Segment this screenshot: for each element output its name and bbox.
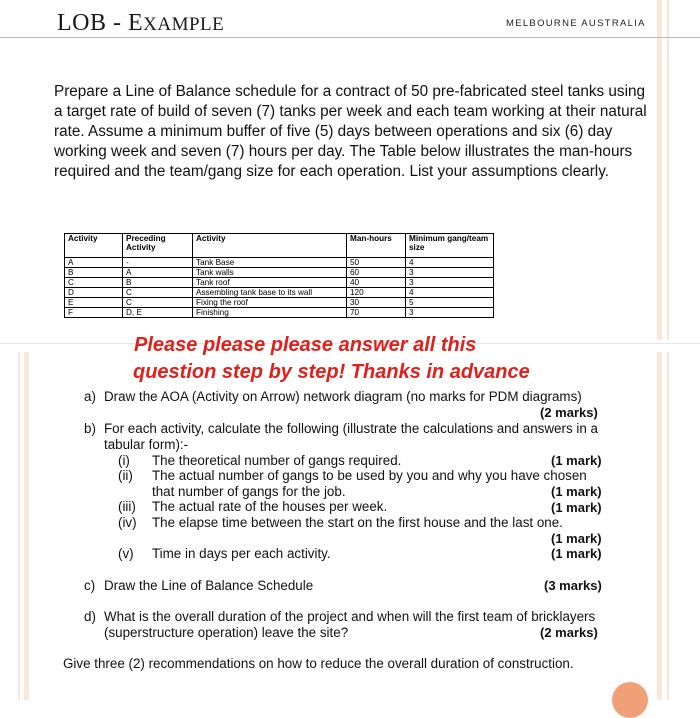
cell: E [65, 298, 123, 308]
sub-i-marks: (1 mark) [551, 453, 602, 468]
cell: B [123, 278, 193, 288]
cell: Tank roof [193, 278, 347, 288]
accent-bar [657, 352, 662, 700]
question-c-label: c) [84, 578, 96, 593]
sub-v-text: Time in days per each activity. [152, 546, 331, 561]
sub-ii-text: The actual number of gangs to be used by you and why you have chosen that number of gangs for the job. [152, 468, 587, 499]
slide-lob-example [0, 0, 700, 340]
cell: 3 [406, 278, 494, 288]
col-description: Activity [193, 234, 347, 258]
accent-bar [657, 0, 662, 340]
cell: Tank Base [193, 258, 347, 268]
table-row [65, 288, 494, 298]
question-a-label: a) [84, 389, 96, 404]
cell: C [123, 298, 193, 308]
table-row [65, 258, 494, 268]
cell: 3 [406, 308, 494, 318]
question-a-text: Draw the AOA (Activity on Arrow) network diagram (no marks for PDM diagrams) [104, 389, 582, 404]
question-b-text: For each activity, calculate the following (illustrate the calculations and answers in a tabular form):- [104, 421, 598, 452]
final-recommendation: Give three (2) recommendations on how to reduce the overall duration of construction. [63, 656, 574, 671]
cell: B [65, 268, 123, 278]
sub-iii-num: (iii) [118, 499, 136, 514]
decorative-circle [612, 682, 648, 718]
sub-v-marks: (1 mark) [551, 546, 602, 561]
cell: 3 [406, 268, 494, 278]
cell: 30 [347, 298, 406, 308]
question-c-marks: (3 marks) [544, 578, 602, 593]
cell: F [65, 308, 123, 318]
table-row [65, 308, 494, 318]
sub-v-num: (v) [118, 546, 134, 561]
col-manhours: Man-hours [347, 234, 406, 258]
intro-paragraph: Prepare a Line of Balance schedule for a contract of 50 pre-fabricated steel tanks using a target rate of build of seven (7) tanks per week and each team working at their natural rate. Assume a minimum buffer of five (5) days between operations and six (6) day working week and seven (7) hours per day. The Table below illustrates the man-hours required and the team/gang size for each operation. List your assumptions clearly. [54, 83, 647, 180]
sub-ii-marks: (1 mark) [551, 484, 602, 499]
slide-title: LOB - EXAMPLE [57, 10, 225, 36]
sub-i-num: (i) [118, 453, 130, 468]
table-row [65, 278, 494, 288]
cell: D, E [123, 308, 193, 318]
cell: - [123, 258, 193, 268]
cell: Fixing the roof [193, 298, 347, 308]
question-b-label: b) [84, 421, 96, 436]
accent-bar-left-thin [18, 352, 20, 700]
table-header-row [65, 234, 494, 258]
cell: D [65, 288, 123, 298]
cell: 40 [347, 278, 406, 288]
sub-iv-num: (iv) [118, 515, 137, 530]
activity-table [64, 233, 494, 318]
cell: C [65, 278, 123, 288]
question-d-label: d) [84, 609, 96, 624]
table-row [65, 298, 494, 308]
table-row [65, 268, 494, 278]
cell: 4 [406, 258, 494, 268]
sub-ii-num: (ii) [118, 468, 133, 483]
brand-label: MELBOURNE AUSTRALIA [506, 18, 646, 29]
cell: Assembling tank base to its wall [193, 288, 347, 298]
accent-bar-thin [667, 352, 669, 700]
cell: Finishing [193, 308, 347, 318]
sub-iii-marks: (1 mark) [551, 500, 602, 515]
cell: 5 [406, 298, 494, 308]
cell: 70 [347, 308, 406, 318]
question-d-marks: (2 marks) [540, 625, 598, 640]
cell: C [123, 288, 193, 298]
question-c-text: Draw the Line of Balance Schedule [104, 578, 314, 593]
header-divider [0, 37, 700, 38]
col-gang-size: Minimum gang/team size [406, 234, 494, 258]
request-line-1: Please please please answer all this [134, 334, 477, 356]
sub-iv-text: The elapse time between the start on the first house and the last one. [152, 515, 563, 530]
cell: 4 [406, 288, 494, 298]
question-d-text: What is the overall duration of the project and when will the first team of bricklayers (superstructure operation) leave the site? [104, 609, 596, 640]
question-a-marks: (2 marks) [540, 405, 598, 420]
cell: A [65, 258, 123, 268]
cell: 120 [347, 288, 406, 298]
sub-i-text: The theoretical number of gangs required. [152, 453, 402, 468]
accent-bar-thin [667, 0, 669, 340]
col-activity: Activity [65, 234, 123, 258]
accent-bar-left [24, 352, 29, 700]
cell: 50 [347, 258, 406, 268]
cell: A [123, 268, 193, 278]
sub-iv-marks: (1 mark) [551, 531, 602, 546]
sub-iii-text: The actual rate of the houses per week. [152, 499, 388, 514]
cell: 60 [347, 268, 406, 278]
request-line-2: question step by step! Thanks in advance [133, 361, 530, 383]
cell: Tank walls [193, 268, 347, 278]
col-preceding: Preceding Activity [123, 234, 193, 258]
